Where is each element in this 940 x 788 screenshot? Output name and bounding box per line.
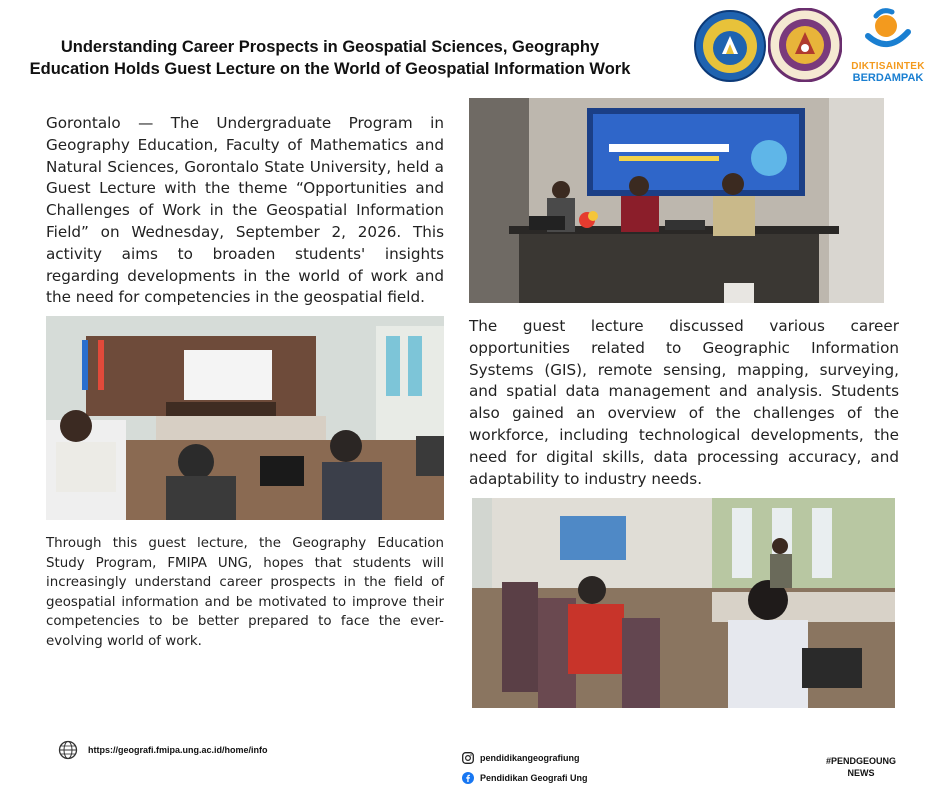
footer-facebook[interactable] [462,771,588,785]
paragraph-conclusion: Through this guest lecture, the Geography Education Study Program, FMIPA UNG, hopes that students will increasingly understand career prospects in the field of geospatial information and be motivated to improve their competencies to be better prepared to face the ever-evolving world of work. [46,536,444,649]
paragraph-intro: Gorontalo — The Undergraduate Program in Geography Education, Faculty of Mathematics and Natural Sciences, Gorontalo State University, held a Guest Lecture with the theme “Opportunities and Challenges of Work in the Geospatial Information Field” on Wednesday, September 2, 2026. This activity aims to broaden students' insights regarding developments in the world of work and the need for competencies in the geospatial field. [46,114,444,307]
hashtag-line2: NEWS [847,768,875,778]
photo-speakers [469,98,884,303]
website-url[interactable]: https://geografi.fmipa.ung.ac.id/home/info [88,745,268,755]
logo-ung-seal [768,8,842,82]
facebook-icon [462,772,474,784]
instagram-handle[interactable]: pendidikangeografiung [480,753,580,763]
logo-diktisaintek [846,6,930,86]
photo-classroom [46,316,444,520]
footer-instagram[interactable] [462,751,580,765]
footer-website[interactable] [58,740,268,760]
footer-hashtag [818,755,904,779]
photo-students [472,498,895,708]
article-title: Understanding Career Prospects in Geospatial Sciences, Geography Education Holds Guest Lecture on the World of Geospatial Information Work [29,38,631,78]
hashtag-line1: #PENDGEOUNG [825,756,896,766]
diktisaintek-mark-icon [846,6,930,56]
paragraph-discussion: The guest lecture discussed various career opportunities related to Geographic Information Systems (GIS), remote sensing, mapping, surveying, and spatial data management and analysis. Students also gained an overview of the challenges of the workforce, including technological developments, the need for digital skills, data processing accuracy, and adaptability to industry needs. [469,317,899,488]
logo-tut-wuri-handayani [694,10,766,82]
diktisaintek-text-line2: BERDAMPAK [852,72,924,84]
instagram-icon [462,752,474,764]
facebook-page[interactable]: Pendidikan Geografi Ung [480,773,588,783]
globe-icon [58,740,78,760]
diktisaintek-text-line1: DIKTISAINTEK [851,61,925,72]
